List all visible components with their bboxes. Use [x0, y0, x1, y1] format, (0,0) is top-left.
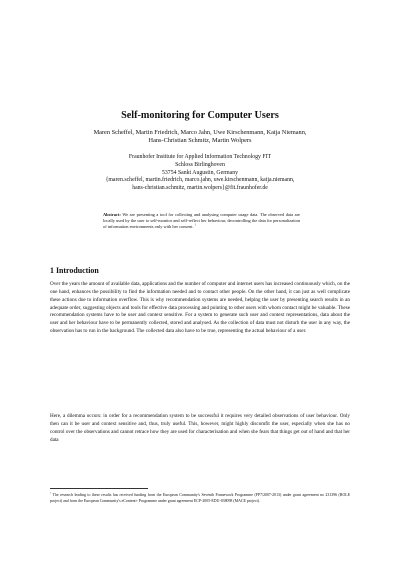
- affiliation: [70, 154, 330, 193]
- body-paragraph: Here, a dilemma occurs: in order for a recommendation system to be successful it requires very detailed observations of user behaviour. Only then can it be user and context sensitive and, thus, truly useful. This, however, might highly discomfit the user, especially when she has no control over the observations and cannot retrace how they are used for characterisation and when she fears that things get out of hand and that her data: [50, 413, 350, 443]
- footnote: [50, 493, 350, 504]
- section-number: 1: [50, 266, 54, 275]
- author-line: Hans-Christian Schmitz, Martin Wolpers: [148, 137, 252, 145]
- footnote-text: The research leading to these results has received funding from the European Community's Seventh Framework Programme (FP7/2007-2013) under grant agreement no 231396 (ROLE project) and from the European Community's eContent+ Programme under grant agreement ECP-2005-EDU-038098 (MACE project).: [50, 493, 351, 503]
- author-line: Maren Scheffel, Martin Friedrich, Marco Jahn, Uwe Kirschenmann, Katja Niemann,: [93, 129, 307, 136]
- footnote-mark: 1: [194, 223, 197, 227]
- paper-title: Self-monitoring for Computer Users: [121, 110, 279, 121]
- author-list: [60, 129, 340, 146]
- body-paragraph: Over the years the amount of available data, applications and the number of computer and internet users has increased continuously which, on the one hand, enhances the possibility to find the information needed and to contact other people. On the other hand, it can just as well complicate these actions due to information overflow. This is why recommendation systems are needed, helping the user by presenting search results in an adequate order, suggesting objects and tools for effective data processing and pointing to other users with whom contact might be valuable. These recommendation systems have to be user and context sensitive. For a system to generate such user and context representations, data about the user and her behaviour have to be permanently collected, stored and analysed. As the collection of data must not disturb the user in any way, the observation has to run in the background. The collected data also have to be true, representing the actual behaviour of a user.: [50, 281, 350, 335]
- footnote-number: 1: [50, 491, 52, 495]
- abstract-label: Abstract:: [103, 212, 121, 217]
- affiliation-line: Schloss Birlinghoven: [175, 161, 225, 168]
- abstract: [103, 212, 300, 230]
- affiliation-line: Fraunhofer Institute for Applied Information Technology FIT: [128, 154, 272, 160]
- abstract-text: We are presenting a tool for collecting and analysing computer usage data. The observed data are locally used by the user to self-monitor and self-reflect her behaviour, decontrolling the data for personalization of information environments only with her consent.: [103, 212, 300, 230]
- email-line: hans-christian.schmitz, martin.wolpers}@fit.fraunhofer.de: [132, 185, 268, 192]
- section-heading: [50, 266, 99, 275]
- footnote-rule: [50, 488, 148, 489]
- email-line: {maren.scheffel, martin.friedrich, marco.jahn, uwe.kirschenmann, katja.niemann,: [105, 177, 295, 184]
- affiliation-line: 53754 Sankt Augustin, Germany: [162, 169, 238, 176]
- section-title: Introduction: [55, 266, 99, 275]
